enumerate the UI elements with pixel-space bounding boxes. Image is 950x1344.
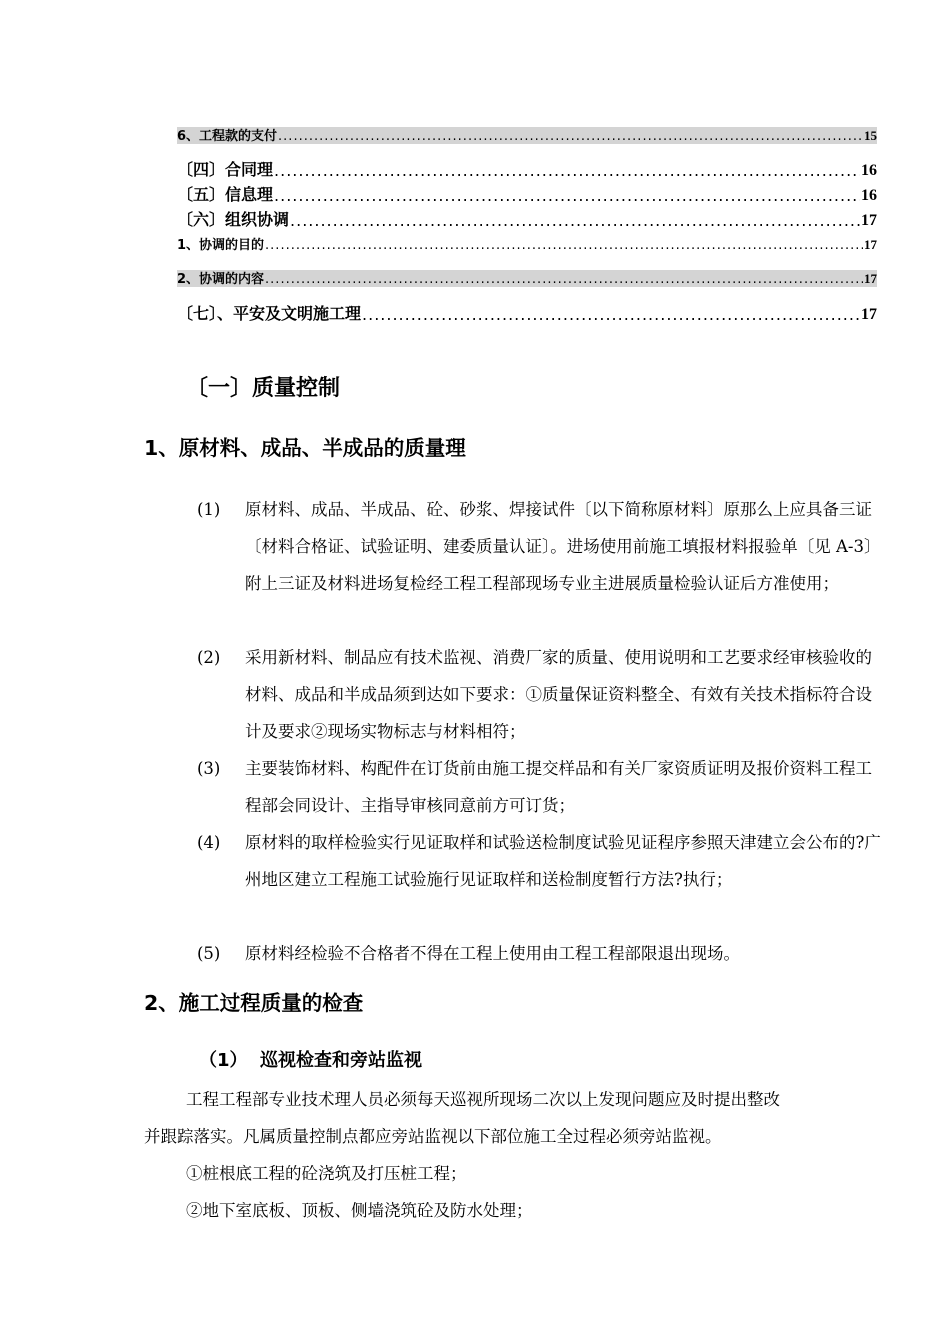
item-text: 原材料的取样检验实行见证取样和试验送检制度试验见证程序参照天津建立会公布的?广州地区建立工程施工试验施行见证取样和送检制度暂行方法?执行； — [245, 833, 881, 889]
toc-entry-label: 〔六〕组织协调 — [177, 210, 290, 229]
toc-entry-page: 16 — [861, 162, 877, 179]
toc-leader-dots — [278, 129, 863, 144]
section-title: 〔一〕质量控制 — [186, 376, 341, 401]
item-number: (4) — [197, 833, 221, 852]
sub-item-title: （1） 巡视检查和旁站监视 — [199, 1050, 423, 1071]
body-paragraph: ②地下室底板、顶板、侧墙浇筑砼及防水处理； — [186, 1201, 533, 1220]
item-text: 主要装饰材料、构配件在订货前由施工提交样品和有关厂家资质证明及报价资料工程工程部会同设计、主指导审核同意前方可订货； — [245, 759, 872, 815]
list-item — [197, 491, 882, 602]
item-text: 采用新材料、制品应有技术监视、消费厂家的质量、使用说明和工艺要求经审核验收的材料、成品和半成品须到达如下要求：①质量保证资料整全、有效有关技术指标符合设计及要求②现场实物标志与材料相符； — [245, 648, 872, 741]
list-item — [197, 750, 882, 824]
toc-entry-label: 1、协调的目的 — [177, 238, 265, 253]
toc-leader-dots — [290, 211, 860, 230]
list-item — [197, 639, 882, 750]
body-paragraph: ①桩根底工程的砼浇筑及打压桩工程； — [186, 1164, 467, 1183]
toc-entry[interactable] — [177, 236, 877, 253]
toc-leader-dots — [265, 272, 863, 287]
body-paragraph: 并跟踪落实。凡属质量控制点都应旁站监视以下部位施工全过程必须旁站监视。 — [144, 1127, 722, 1146]
subsection-title: 1、原材料、成品、半成品的质量理 — [144, 436, 466, 460]
toc-entry-page: 15 — [864, 128, 877, 143]
item-number: (3) — [197, 759, 221, 778]
toc-entry-label: 6、工程款的支付 — [177, 129, 278, 144]
toc-entry-page: 17 — [864, 271, 877, 286]
toc-leader-dots — [265, 238, 863, 253]
toc-leader-dots — [362, 305, 860, 324]
toc-entry-page: 17 — [861, 306, 877, 323]
toc-leader-dots — [274, 186, 860, 205]
item-number: (2) — [197, 648, 221, 667]
toc-entry[interactable] — [177, 160, 877, 180]
toc-entry-label: 〔七〕、平安及文明施工理 — [177, 304, 362, 323]
list-item — [197, 824, 882, 898]
toc-entry[interactable] — [177, 185, 877, 205]
toc-entry[interactable] — [177, 270, 877, 287]
list-item — [197, 935, 882, 972]
item-text: 原材料、成品、半成品、砼、砂浆、焊接试件〔以下简称原材料〕原那么上应具备三证〔材料合格证、试验证明、建委质量认证〕。进场使用前施工填报材料报验单〔见 A-3〕附上三证及材料进场复检经工程工程部现场专业主进展质量检验认证后方准使用； — [245, 500, 881, 593]
item-number: (5) — [197, 944, 221, 963]
toc-entry-label: 〔四〕合同理 — [177, 160, 274, 179]
toc-entry[interactable] — [177, 210, 877, 230]
body-paragraph: 工程工程部专业技术理人员必须每天巡视所现场二次以上发现问题应及时提出整改 — [186, 1090, 780, 1109]
toc-entry-label: 2、协调的内容 — [177, 272, 265, 287]
item-text: 原材料经检验不合格者不得在工程上使用由工程工程部限退出现场。 — [245, 944, 740, 963]
toc-entry[interactable] — [177, 304, 877, 324]
toc-entry[interactable] — [177, 127, 877, 144]
toc-entry-page: 17 — [861, 212, 877, 229]
toc-entry-page: 17 — [864, 237, 877, 252]
subsection-title: 2、施工过程质量的检查 — [144, 991, 364, 1015]
toc-entry-page: 16 — [861, 187, 877, 204]
toc-leader-dots — [274, 161, 860, 180]
item-number: (1) — [197, 500, 221, 519]
toc-entry-label: 〔五〕信息理 — [177, 185, 274, 204]
